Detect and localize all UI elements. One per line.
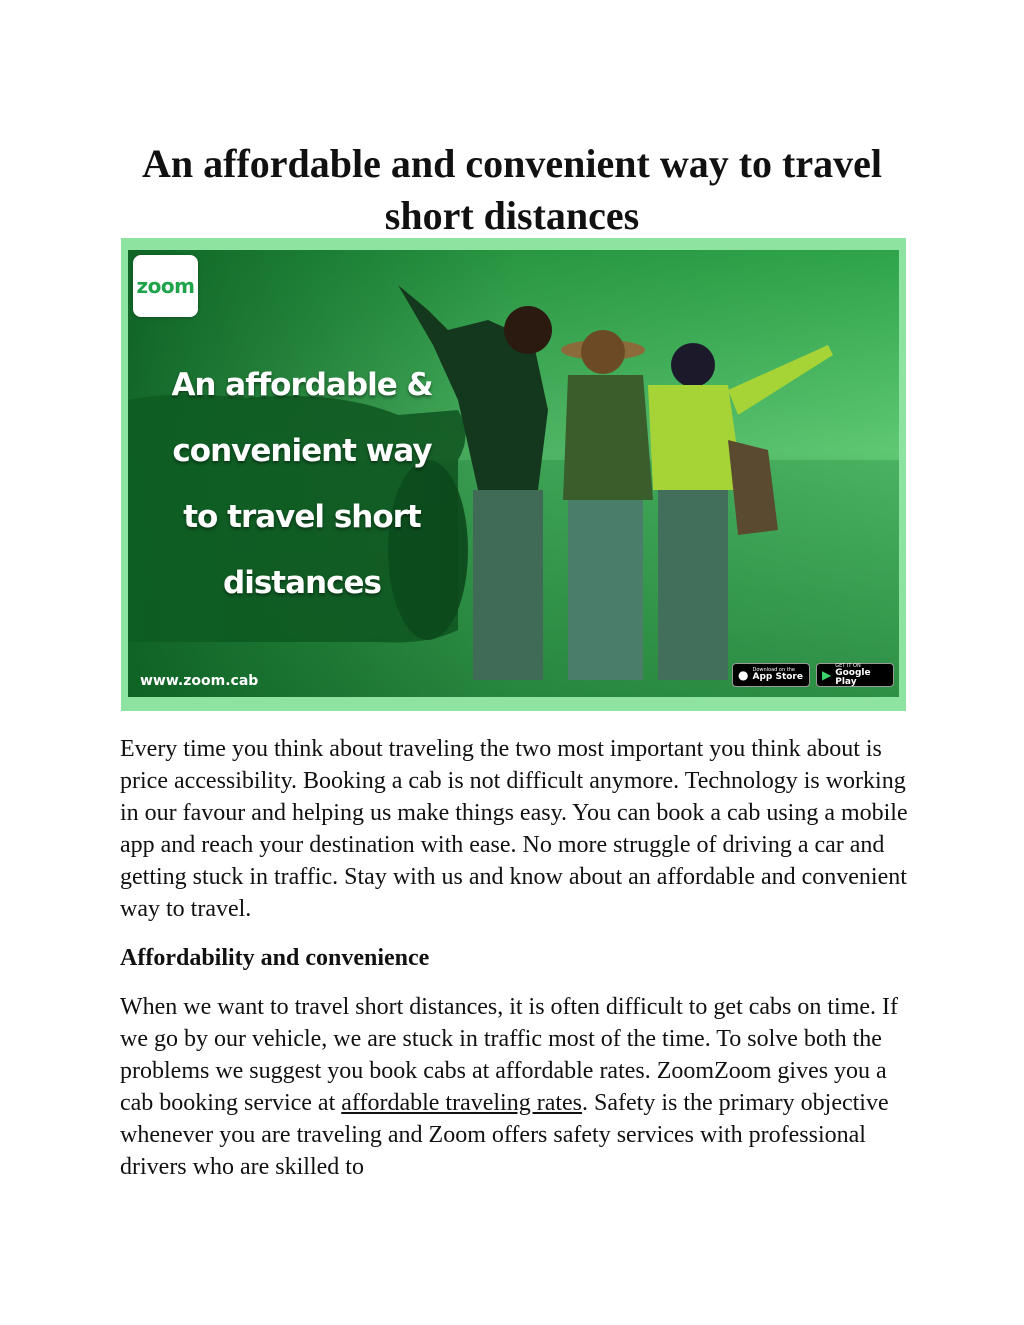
intro-paragraph: Every time you think about traveling the two most important you think about is price accessibility. Booking a cab is not difficult anymore. Technology is working in our favour and helping us make things easy. You can book a cab using a mobile app and reach your destination with ease. No more struggle of driving a car and getting stuck in traffic. Stay with us and know about an affordable and convenient way to travel. [120,736,908,922]
hero-banner [121,238,906,711]
banner-headline-line: to travel short [183,499,421,535]
banner-headline-line: distances [223,565,381,601]
page-title: An affordable and convenient way to travel short distances [142,141,882,238]
section-heading: Affordability and convenience [120,945,430,971]
app-store-small-text: Download on the [752,667,795,673]
google-play-label: Google Play [835,667,871,687]
app-store-label: App Store [752,672,803,682]
paragraph-text: When we want to travel short distances, it is often difficult to get cabs on time. If we go by our vehicle, we are stuck in traffic most of the time. To solve both the problems we suggest you book cabs at affordable rates. ZoomZoom gives you a cab booking service at [120,994,899,1116]
app-store-badge [732,663,810,687]
google-play-badge [816,663,894,687]
affordable-rates-link[interactable]: affordable traveling rates [341,1090,583,1116]
paragraph-text: . Safety is the primary objective whenever you are traveling and Zoom offers safety services with professional drivers who are skilled to [120,1090,889,1180]
banner-headline-line: An affordable & [171,367,433,403]
banner-headline [142,352,462,616]
logo-text: zoom [136,274,195,298]
banner-headline-line: convenient way [172,433,432,469]
affordability-paragraph [120,991,910,1183]
banner-url: www.zoom.cab [140,673,259,689]
apple-icon: ● [738,668,749,682]
article-body [120,733,910,1200]
banner-image [128,250,899,697]
play-icon: ▶ [822,668,832,682]
google-play-small-text: GET IT ON [835,662,861,669]
zoom-logo [133,255,198,317]
